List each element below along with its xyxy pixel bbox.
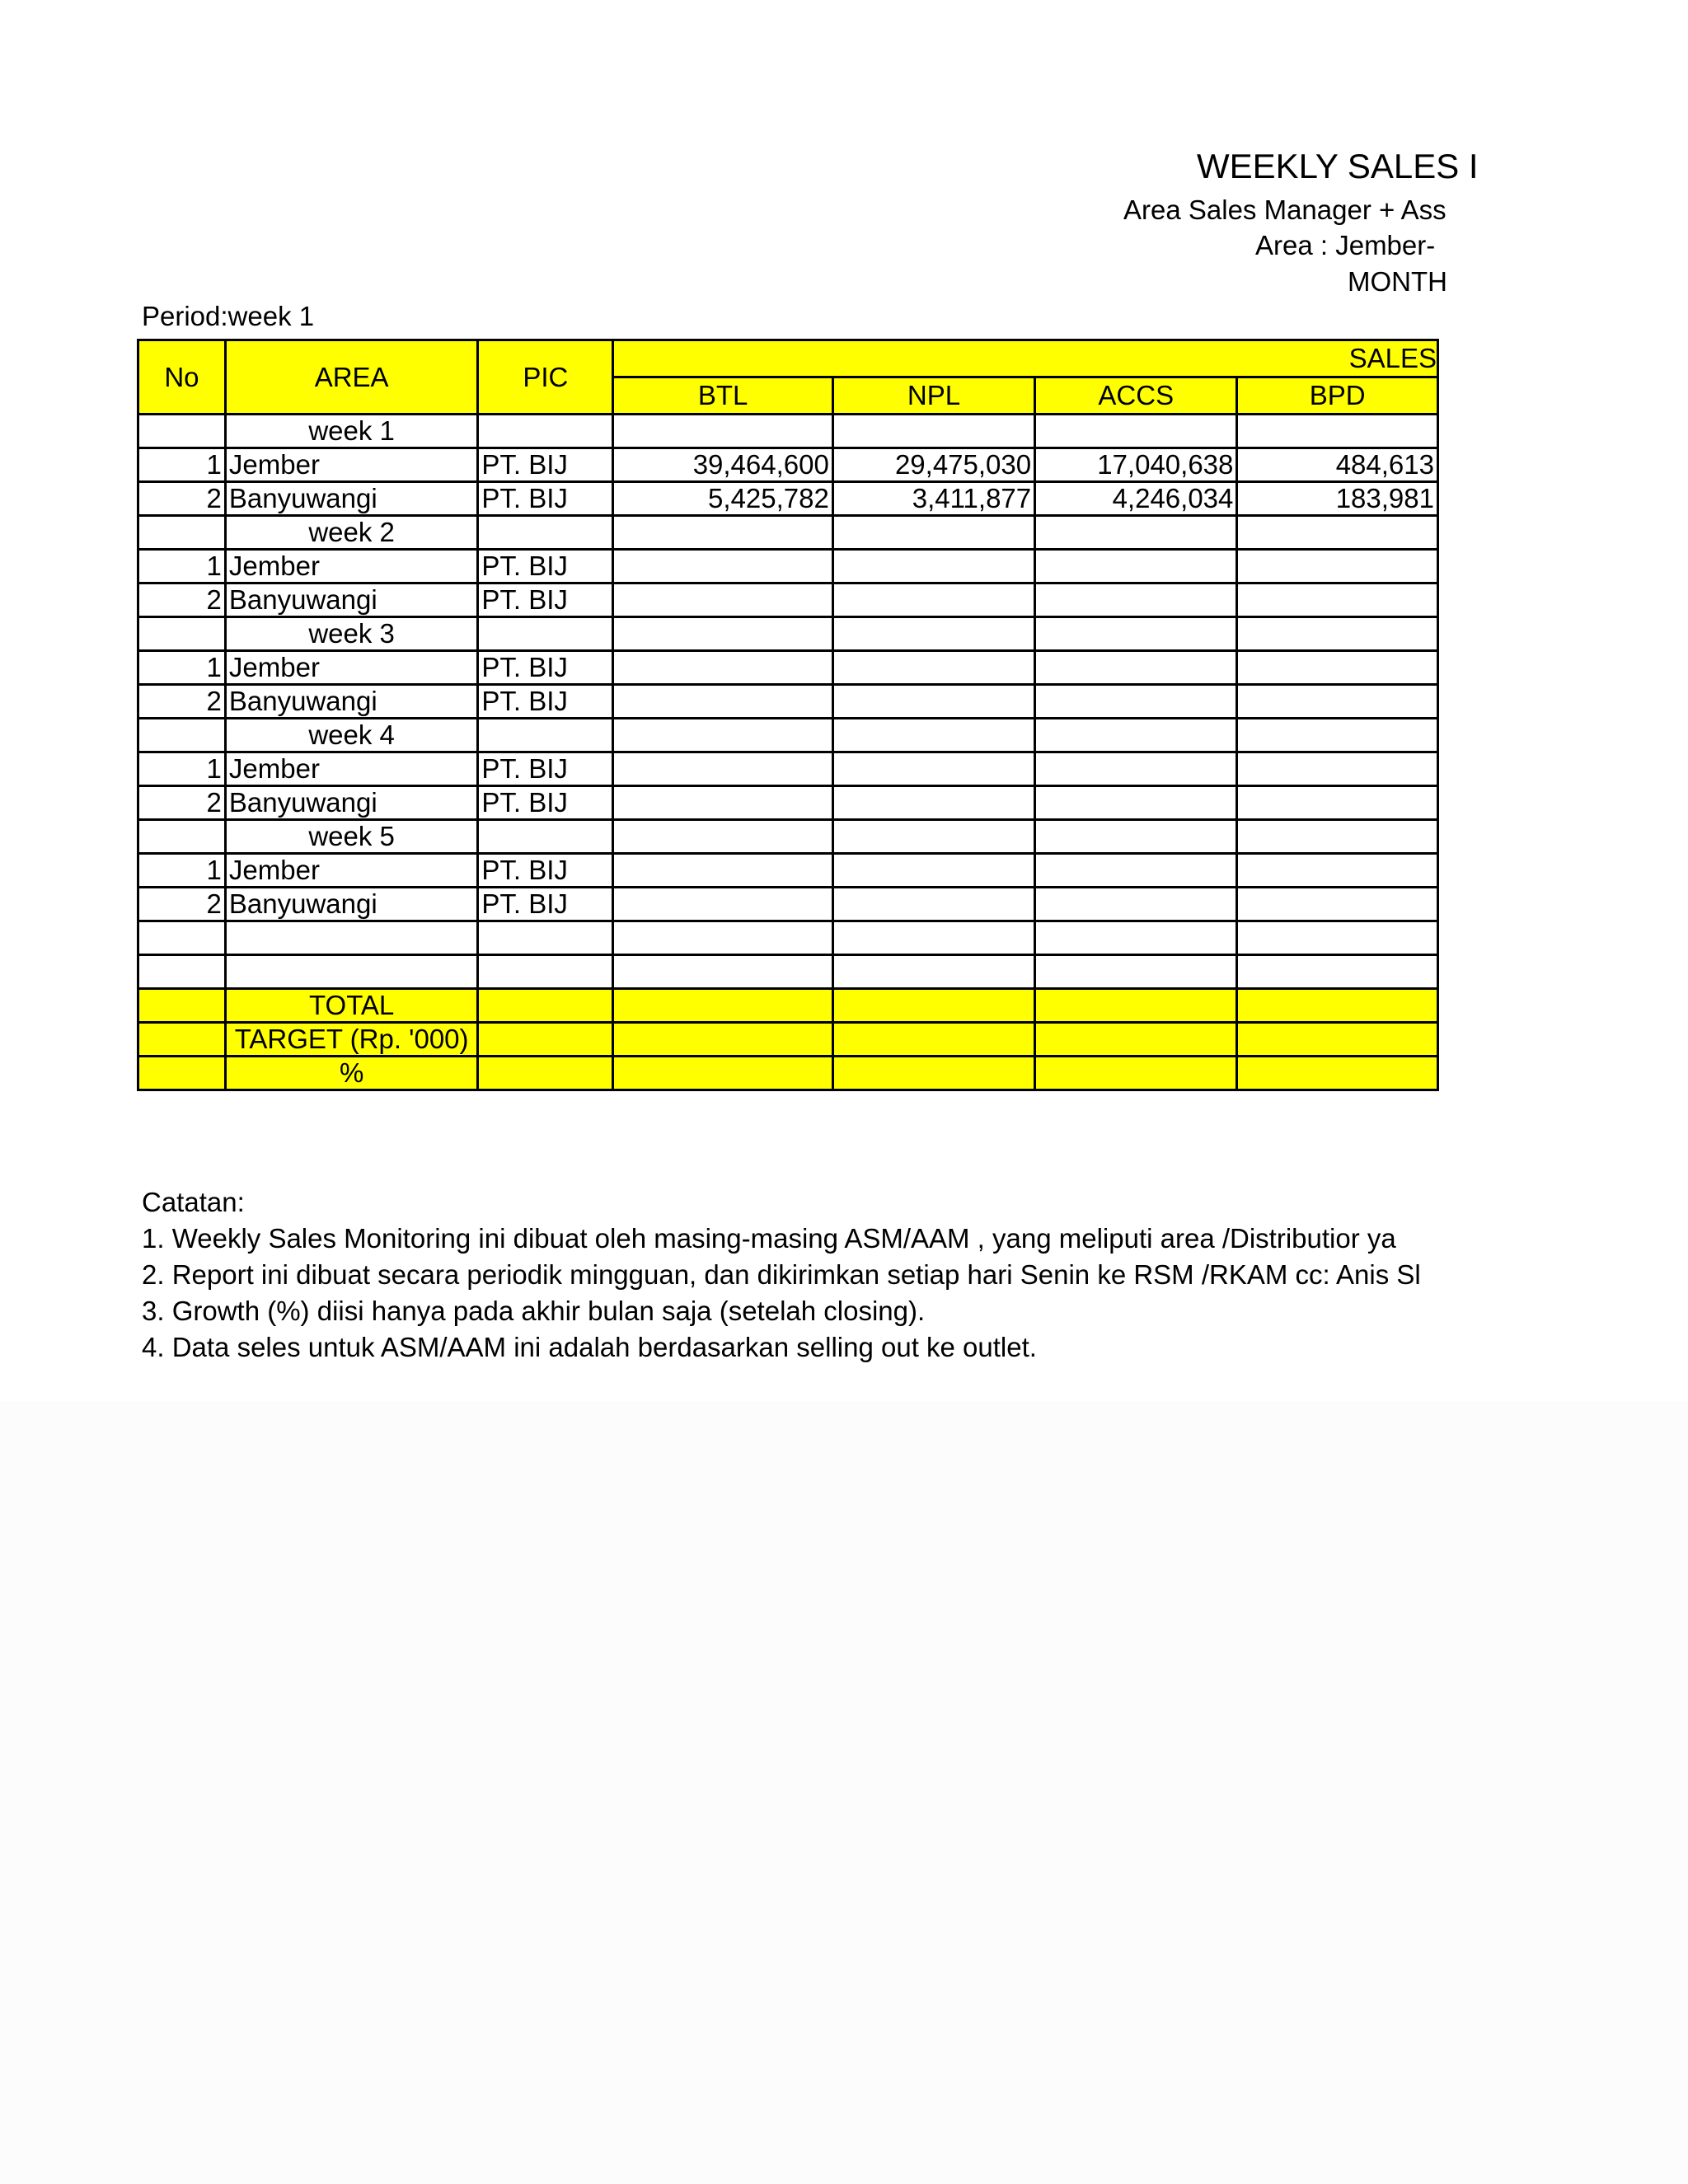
summary-label: % (225, 1057, 477, 1090)
cell-accs (1035, 685, 1237, 719)
cell-area: Banyuwangi (225, 888, 477, 921)
cell-bpd: 183,981 (1237, 482, 1438, 516)
cell-btl (613, 415, 832, 448)
cell-no (138, 719, 226, 752)
cell-accs: 4,246,034 (1035, 482, 1237, 516)
cell-no (138, 955, 226, 989)
cell-btl (613, 719, 832, 752)
cell-area: Jember (225, 550, 477, 583)
table-row (138, 888, 1438, 921)
table-row (138, 921, 1438, 955)
cell-npl (832, 955, 1034, 989)
cell-bpd (1237, 786, 1438, 820)
summary-row (138, 1023, 1438, 1057)
cell-no: 1 (138, 651, 226, 685)
summary-pic (478, 1057, 613, 1090)
cell-no: 2 (138, 685, 226, 719)
cell-bpd (1237, 955, 1438, 989)
report-title: WEEKLY SALES I (1197, 147, 1479, 185)
cell-btl (613, 651, 832, 685)
cell-pic (478, 921, 613, 955)
cell-area: Jember (225, 752, 477, 786)
cell-bpd: 484,613 (1237, 448, 1438, 482)
cell-npl (832, 583, 1034, 617)
cell-btl (613, 786, 832, 820)
cell-area: Jember (225, 854, 477, 888)
cell-bpd (1237, 752, 1438, 786)
cell-bpd (1237, 854, 1438, 888)
cell-npl (832, 752, 1034, 786)
cell-btl (613, 550, 832, 583)
cell-pic: PT. BIJ (478, 448, 613, 482)
cell-area (225, 921, 477, 955)
cell-pic: PT. BIJ (478, 550, 613, 583)
cell-pic: PT. BIJ (478, 752, 613, 786)
cell-no: 1 (138, 550, 226, 583)
table-row (138, 448, 1438, 482)
summary-bpd (1237, 989, 1438, 1023)
cell-btl (613, 617, 832, 651)
summary-accs (1035, 989, 1237, 1023)
cell-btl: 39,464,600 (613, 448, 832, 482)
table-row (138, 854, 1438, 888)
cell-npl: 29,475,030 (832, 448, 1034, 482)
cell-npl (832, 820, 1034, 854)
cell-pic: PT. BIJ (478, 583, 613, 617)
week-label: week 3 (225, 617, 477, 651)
cell-btl (613, 955, 832, 989)
week-label: week 4 (225, 719, 477, 752)
cell-btl (613, 583, 832, 617)
cell-pic (478, 955, 613, 989)
cell-accs (1035, 820, 1237, 854)
table-row (138, 786, 1438, 820)
header-sales: SALES (613, 340, 1438, 377)
cell-area: Banyuwangi (225, 786, 477, 820)
cell-bpd (1237, 820, 1438, 854)
cell-accs: 17,040,638 (1035, 448, 1237, 482)
note-item: 1. Weekly Sales Monitoring ini dibuat oleh masing-masing ASM/AAM , yang meliputi area /Distributior ya (142, 1223, 1396, 1254)
cell-pic (478, 516, 613, 550)
note-item: 3. Growth (%) diisi hanya pada akhir bulan saja (setelah closing). (142, 1296, 926, 1326)
cell-btl: 5,425,782 (613, 482, 832, 516)
cell-btl (613, 921, 832, 955)
cell-no: 2 (138, 888, 226, 921)
cell-no: 2 (138, 482, 226, 516)
cell-area: Jember (225, 651, 477, 685)
summary-bpd (1237, 1057, 1438, 1090)
summary-row (138, 989, 1438, 1023)
cell-area: Banyuwangi (225, 685, 477, 719)
cell-no: 1 (138, 448, 226, 482)
summary-btl (613, 1057, 832, 1090)
header-no: No (138, 340, 226, 415)
cell-npl (832, 786, 1034, 820)
cell-btl (613, 752, 832, 786)
cell-pic (478, 415, 613, 448)
summary-no (138, 1023, 226, 1057)
cell-pic: PT. BIJ (478, 482, 613, 516)
cell-npl (832, 651, 1034, 685)
cell-no (138, 820, 226, 854)
cell-npl (832, 888, 1034, 921)
cell-no (138, 617, 226, 651)
week-label: week 1 (225, 415, 477, 448)
header-btl: BTL (613, 377, 832, 415)
summary-accs (1035, 1057, 1237, 1090)
cell-btl (613, 685, 832, 719)
header-bpd: BPD (1237, 377, 1438, 415)
cell-btl (613, 854, 832, 888)
cell-accs (1035, 752, 1237, 786)
sales-table (137, 339, 1439, 1091)
cell-bpd (1237, 415, 1438, 448)
report-subtitle-area: Area : Jember- (1255, 230, 1436, 260)
summary-label: TARGET (Rp. '000) (225, 1023, 477, 1057)
cell-pic (478, 617, 613, 651)
table-row (138, 415, 1438, 448)
cell-bpd (1237, 685, 1438, 719)
note-item: 4. Data seles untuk ASM/AAM ini adalah berdasarkan selling out ke outlet. (142, 1332, 1037, 1362)
table-row (138, 752, 1438, 786)
cell-bpd (1237, 921, 1438, 955)
summary-bpd (1237, 1023, 1438, 1057)
cell-pic: PT. BIJ (478, 786, 613, 820)
cell-btl (613, 516, 832, 550)
summary-accs (1035, 1023, 1237, 1057)
header-accs: ACCS (1035, 377, 1237, 415)
cell-npl (832, 719, 1034, 752)
cell-accs (1035, 786, 1237, 820)
summary-pic (478, 989, 613, 1023)
cell-no (138, 516, 226, 550)
cell-accs (1035, 955, 1237, 989)
notes-heading: Catatan: (142, 1187, 245, 1217)
cell-area: Jember (225, 448, 477, 482)
summary-btl (613, 1023, 832, 1057)
cell-bpd (1237, 550, 1438, 583)
cell-npl (832, 516, 1034, 550)
cell-pic (478, 820, 613, 854)
cell-npl (832, 550, 1034, 583)
cell-no: 1 (138, 752, 226, 786)
cell-area (225, 955, 477, 989)
cell-bpd (1237, 651, 1438, 685)
cell-area: Banyuwangi (225, 482, 477, 516)
note-item: 2. Report ini dibuat secara periodik mingguan, dan dikirimkan setiap hari Senin ke RSM /RKAM cc: Anis Sl (142, 1259, 1421, 1290)
summary-npl (832, 1057, 1034, 1090)
table-row (138, 516, 1438, 550)
cell-pic: PT. BIJ (478, 888, 613, 921)
cell-pic: PT. BIJ (478, 685, 613, 719)
cell-accs (1035, 415, 1237, 448)
cell-btl (613, 888, 832, 921)
summary-row (138, 1057, 1438, 1090)
table-row (138, 617, 1438, 651)
week-label: week 5 (225, 820, 477, 854)
table-row (138, 651, 1438, 685)
summary-pic (478, 1023, 613, 1057)
cell-accs (1035, 516, 1237, 550)
cell-bpd (1237, 719, 1438, 752)
header-npl: NPL (832, 377, 1034, 415)
cell-bpd (1237, 888, 1438, 921)
cell-bpd (1237, 617, 1438, 651)
notes-section (142, 1184, 1421, 1366)
cell-pic: PT. BIJ (478, 651, 613, 685)
summary-npl (832, 1023, 1034, 1057)
cell-pic: PT. BIJ (478, 854, 613, 888)
summary-npl (832, 989, 1034, 1023)
table-row (138, 955, 1438, 989)
cell-accs (1035, 921, 1237, 955)
cell-accs (1035, 583, 1237, 617)
report-subtitle-month: MONTH (1348, 266, 1447, 297)
cell-no (138, 415, 226, 448)
summary-no (138, 1057, 226, 1090)
cell-no: 2 (138, 583, 226, 617)
cell-npl (832, 617, 1034, 651)
report-subtitle-role: Area Sales Manager + Ass (1123, 194, 1447, 225)
period-label: Period:week 1 (142, 301, 315, 331)
cell-accs (1035, 550, 1237, 583)
cell-no: 2 (138, 786, 226, 820)
cell-bpd (1237, 516, 1438, 550)
summary-btl (613, 989, 832, 1023)
cell-accs (1035, 651, 1237, 685)
cell-npl (832, 854, 1034, 888)
cell-accs (1035, 617, 1237, 651)
table-row (138, 583, 1438, 617)
header-pic: PIC (478, 340, 613, 415)
cell-bpd (1237, 583, 1438, 617)
cell-accs (1035, 854, 1237, 888)
table-row (138, 685, 1438, 719)
cell-npl: 3,411,877 (832, 482, 1034, 516)
summary-label: TOTAL (225, 989, 477, 1023)
table-row (138, 820, 1438, 854)
week-label: week 2 (225, 516, 477, 550)
table-row (138, 482, 1438, 516)
cell-no: 1 (138, 854, 226, 888)
cell-accs (1035, 719, 1237, 752)
summary-no (138, 989, 226, 1023)
cell-npl (832, 685, 1034, 719)
header-area: AREA (225, 340, 477, 415)
cell-npl (832, 415, 1034, 448)
cell-area: Banyuwangi (225, 583, 477, 617)
cell-npl (832, 921, 1034, 955)
cell-btl (613, 820, 832, 854)
cell-pic (478, 719, 613, 752)
table-row (138, 550, 1438, 583)
table-row (138, 719, 1438, 752)
cell-accs (1035, 888, 1237, 921)
cell-no (138, 921, 226, 955)
